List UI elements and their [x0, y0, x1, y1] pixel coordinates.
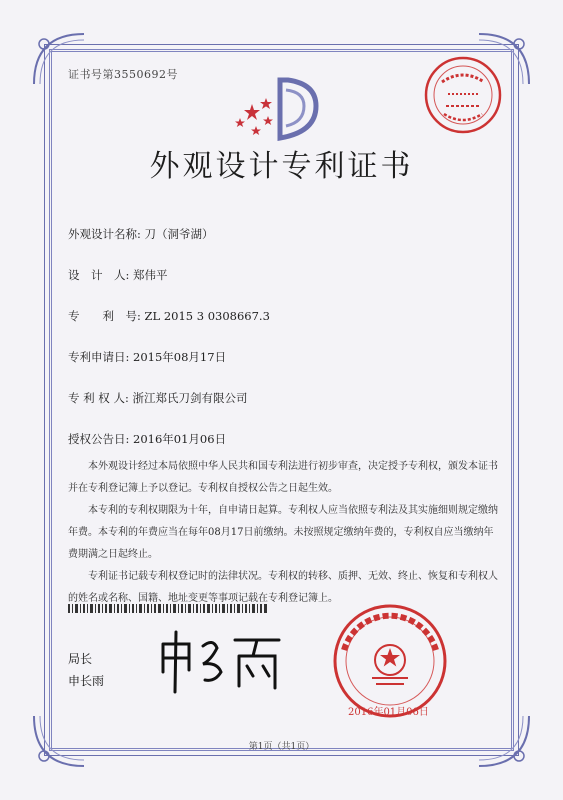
field-label: 专利申请日: [68, 350, 130, 364]
field-grant-date [68, 431, 226, 447]
handwritten-signature [155, 626, 285, 696]
paragraph-grant: 本外观设计经过本局依照中华人民共和国专利法进行初步审查，决定授予专利权，颁发本证书并在专利登记簿上予以登记。专利权自授权公告之日起生效。 [68, 461, 498, 494]
field-patent-number [68, 308, 270, 324]
field-value: 郑伟平 [133, 268, 168, 282]
certificate-number: 证书号第3550692号 [68, 68, 178, 81]
signer-name: 申长雨 [68, 674, 105, 688]
seal-date: 2016年01月06日 [348, 707, 429, 718]
certificate-body [68, 456, 498, 610]
field-patentee [68, 390, 248, 406]
signer-title: 局长 [68, 652, 93, 666]
field-label: 专 利 号: [68, 309, 141, 323]
patent-office-logo [230, 76, 330, 146]
field-value: 2015年08月17日 [133, 350, 227, 364]
top-red-seal [422, 54, 504, 136]
field-value: 2016年01月06日 [133, 432, 227, 446]
field-value: 刀（洞爷湖） [144, 227, 214, 241]
paragraph-term: 本专利的专利权期限为十年，自申请日起算。专利权人应当依照专利法及其实施细则规定缴纳年费。本专利的年费应当在每年08月17日前缴纳。未按照规定缴纳年费的，专利权自应当缴纳年费期满之日起终止。 [68, 505, 498, 560]
field-design-name [68, 226, 214, 242]
field-value: 浙江郑氏刀剑有限公司 [132, 391, 248, 405]
paragraph-register: 专利证书记载专利权登记时的法律状况。专利权的转移、质押、无效、终止、恢复和专利权人的姓名或名称、国籍、地址变更等事项记载在专利登记簿上。 [68, 571, 498, 604]
field-label: 设 计 人: [68, 268, 130, 282]
field-label: 外观设计名称: [68, 227, 141, 241]
certificate-title: 外观设计专利证书 [149, 149, 414, 184]
field-label: 授权公告日: [68, 432, 130, 446]
field-designer [68, 267, 168, 283]
field-filing-date [68, 349, 226, 365]
field-label: 专 利 权 人: [68, 391, 129, 405]
barcode [68, 604, 268, 613]
field-value: ZL 2015 3 0308667.3 [144, 309, 270, 323]
page-footer: 第1页（共1页） [248, 742, 315, 752]
